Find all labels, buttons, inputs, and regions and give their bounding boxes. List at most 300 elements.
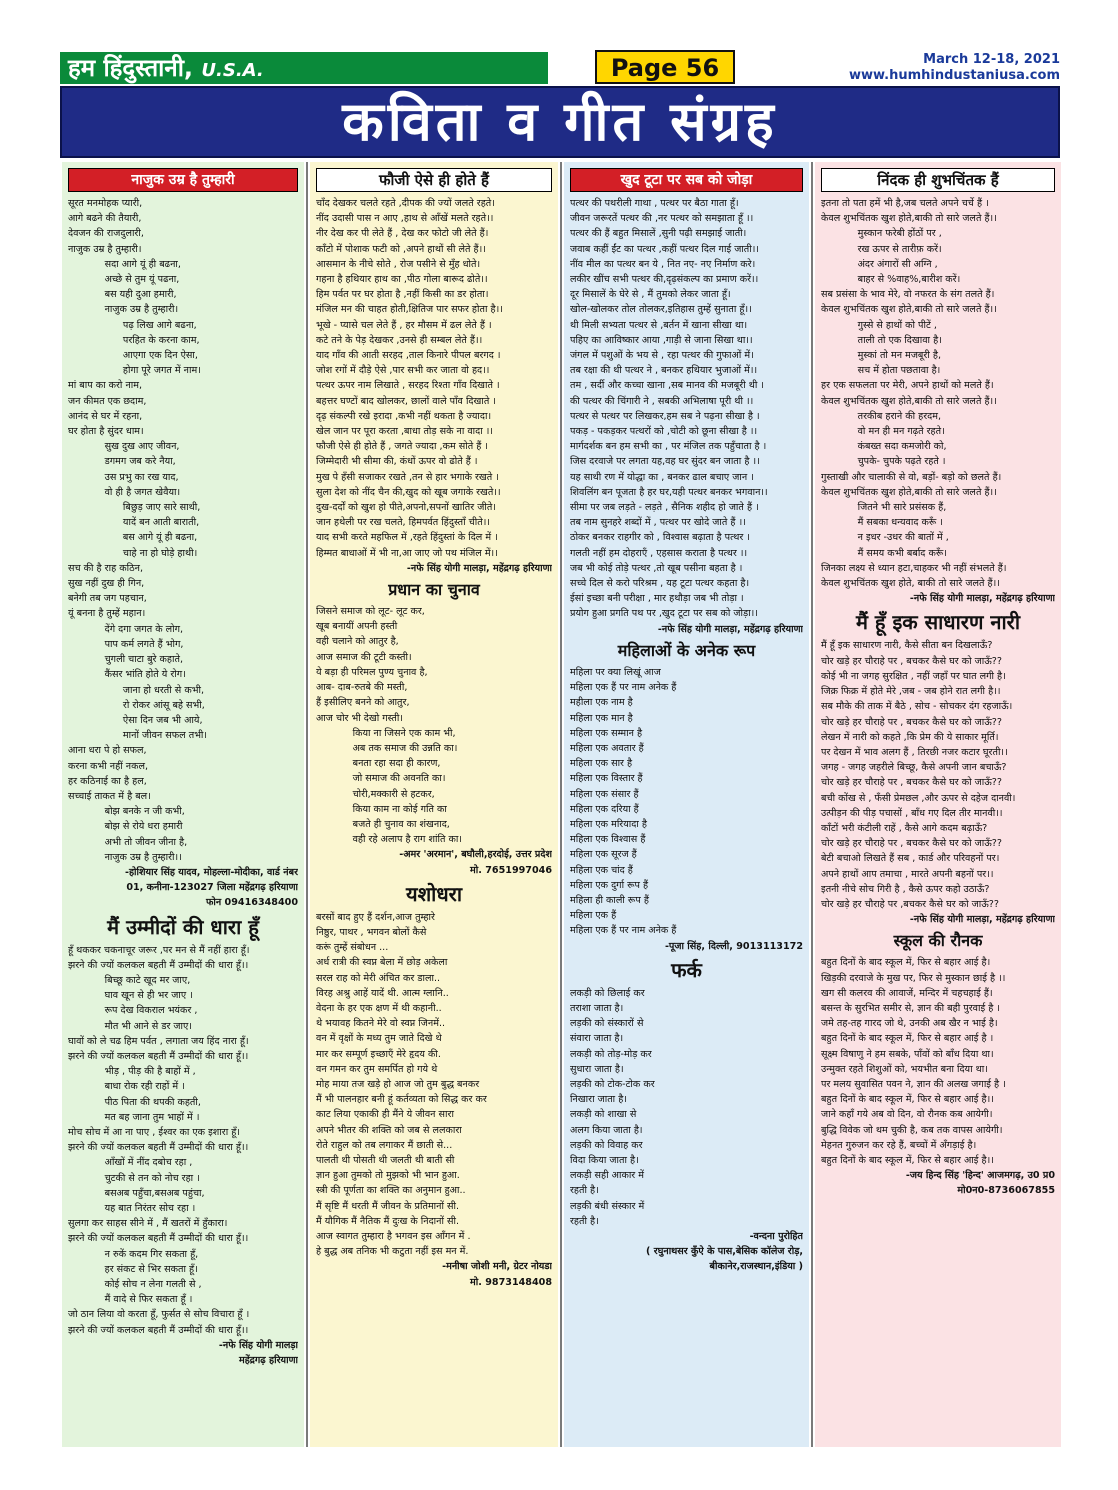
poem-line: अंदर अंगारों सी अग्नि , [821, 258, 938, 270]
poem-line: सूरत मनमोहक प्यारी, [68, 198, 143, 209]
poem-line: लड़की बंधी संस्कार में [570, 1200, 645, 1212]
poem-line: किया काम ना कोई गति का [316, 803, 447, 815]
poem-line: आज समाज की टूटी कस्ती। [316, 651, 412, 663]
poem-line: पत्थर की हैं बहुत मिसालें ,सुनी पढ़ी समझाई जाती। [570, 228, 747, 240]
poem-line: हर एक सफलता पर मेरी, अपने हाथों को मलते हैं। [821, 380, 994, 392]
poem-line: मानों जीवन सफल तभी। [68, 730, 208, 742]
poem-line: बिच्छू काटे खूद मर जाए, [68, 974, 191, 986]
poem-line: बोझ बनके न जी कभी, [68, 806, 185, 818]
poem-line: ये बड़ा ही परिमल पुण्य चुनाव है, [316, 666, 428, 678]
poem-line: मैं भी पालनहार बनी हूं कर्तव्यता को सिद्ध कर कर [316, 1094, 487, 1106]
poem-line: चाहे ना हो घोड़े हाथी। [68, 547, 198, 559]
author-line: फोन 09416348400 [206, 897, 298, 909]
poem-line: निखारा जाता है। [570, 1094, 627, 1106]
poem-line: मैं सृष्टि मैं धरती मैं जीवन के प्रतिमानों सी. [316, 1200, 460, 1212]
poem-line: यूं बनना है तुम्हें महान। [68, 608, 146, 620]
poem-line: लकड़ी को छिलाई कर [570, 987, 645, 999]
poem-line: मोच सोच में आ ना पाए , ईश्वर का एक इशारा हूँ। [68, 1126, 240, 1138]
poem-line: नीर देख कर पी लेते हैं , देख कर फोटो जी लेते हैं। [316, 228, 489, 240]
poem-body [316, 196, 552, 561]
poem-line: थे भयावह कितने मेरे वो स्वप्न जिनमें.. [316, 1018, 446, 1030]
poem-line: सुख दुख आए जीवन, [68, 441, 180, 453]
poem-author [821, 912, 1055, 927]
poem-line: झरने की ज्यों कलकल बहती मैं उम्मीदों की धारा हूँ।। [68, 959, 249, 971]
poem-title: खुद टूटा पर सब को जोड़ा [570, 168, 803, 192]
poem-line: कोई सोच न लेना गलती से , [68, 1279, 202, 1291]
poem-line: वही रहे अलाप है राग शांति का। [316, 834, 462, 846]
poem-line: पर मलय सुवासित पवन ने, ज्ञान की अलख जगाई है । [821, 1078, 1006, 1090]
poem-line: बस आगे यूं ही बढना, [68, 532, 198, 544]
poem-line: लड़की को संस्कारों से [570, 1018, 644, 1030]
poem-author [821, 1168, 1055, 1198]
poem-line: आब- दाब-रुतबे की मस्ती, [316, 682, 408, 694]
poem-line: झरने की ज्यों कलकल बहती मैं उम्मीदों की धारा हूँ।। [68, 1324, 249, 1336]
poem-line: करना कभी नहीं नकल, [68, 760, 148, 772]
poem-line: गुस्से से हाथों को पीटें , [821, 319, 937, 331]
poem-line: महिला एक हैं पर नाम अनेक हैं [570, 682, 677, 694]
poem-line: जवाब कहीं ईंट का पत्थर ,कहीं पत्थर दिल गाई जाती।। [570, 243, 760, 255]
poem-line: बाधा रोक रही राहों में । [68, 1081, 185, 1093]
poem-line: नाजुक उम्र है तुम्हारी। [68, 243, 142, 255]
poem-line: जब भी कोई तोड़े पत्थर ,तो खूब पसीना बहता है । [570, 562, 743, 574]
poem-line: चुपके- चुपके पढ़ते रहते । [821, 456, 946, 468]
column-1 [62, 162, 304, 1447]
poem-line: महिला ही काली रूप हैं [570, 894, 649, 906]
poem-line: अच्छे से तुम यूं पढना, [68, 274, 180, 286]
poem-line: आनंद से घर में रहना, [68, 410, 143, 422]
column-2 [310, 162, 558, 1447]
poem-line: नींद उदासी पास न आए ,हाथ से आँखें मलते रहते।। [316, 213, 494, 225]
poem-line: महिला एक मान है [570, 712, 633, 724]
poem-line: रहती है। [570, 1185, 599, 1197]
poem-line: बहुत दिनों के बाद स्कूल में, फिर से बहार आई है।। [821, 1154, 994, 1166]
poem-line: बसअब पहुँचा,बसअब पहुंचा, [68, 1187, 205, 1199]
poem-line: ज्ञान हुआ तुमको तो मुझको भी भान हुआ. [316, 1170, 460, 1182]
column-divider [306, 162, 308, 1447]
poem-line: उस प्रभु का रख याद, [68, 471, 179, 483]
poem-line: थी मिली सभ्यता पत्थर से ,बर्तन में खाना सीखा था। [570, 319, 748, 331]
column-3 [564, 162, 809, 1447]
poem-line: दूर मिसालें के घेरे से , मैं तुमको लेकर जाता हूँ। [570, 289, 731, 301]
poem-line: आना धरा पे हो सफल, [68, 745, 147, 757]
poem-line: चोर खड़े हर चौराहे पर , बचकर कैसे घर को जाऊँ?? [821, 777, 1002, 789]
poem-line: रख ऊपर से तारीफ़ करें। [821, 243, 942, 255]
poem-line: हिम्मत बाधाओं में भी ना,आ जाए जो पथ मंजिल में।। [316, 547, 498, 559]
poem-line: चुगली चाटा बुरे कहाते, [68, 654, 183, 666]
author-line: -अमर 'अरमान', बघौली,हरदोई, उत्तर प्रदेश [399, 849, 552, 861]
author-line: -नफे सिंह योगी मालड़ा [218, 1339, 298, 1351]
poem-line: मार्गदर्शक बन हम सभी का , पर मंजिल तक पहुँचाता है । [570, 441, 767, 453]
poem-line: बची कोंख से , फँसी प्रेमछल ,और ऊपर से दहेज दानवी। [821, 792, 1016, 804]
brand-name: हम हिंदुस्तानी, [68, 54, 194, 82]
poem-line: अभी तो जीवन जीना है, [68, 836, 188, 848]
poem-line: गहना है हथियार हाथ का ,पीठ गोला बारूद ढोते।। [316, 274, 488, 286]
poem-line: आँखों में नींद दबोच रहा , [68, 1157, 193, 1169]
poem-line: मुख पे हँसी सजाकर रखते ,तन से हार भगाके रखते । [316, 471, 499, 483]
poem-line: कटे तने के पेड़ देखकर ,उनसे ही सम्बल लेते हैं।। [316, 334, 483, 346]
poem-line: झरने की ज्यों कलकल बहती मैं उम्मीदों की धारा हूँ।। [68, 1142, 249, 1154]
poem-line: मार कर सम्पूर्ण इच्छाएँ मेरे हृदय की. [316, 1048, 441, 1060]
poem-line: हर संकट से भिर सकता हूँ। [68, 1263, 198, 1275]
poem-line: सच्चे दिल से करो परिश्रम , यह टूटा पत्थर कहता है। [570, 578, 750, 590]
poem-line: काट लिया एकाकी ही मैंने ये जीवन सारा [316, 1109, 454, 1121]
poem-line: देवजन की राजदुलारी, [68, 228, 144, 240]
poem-line: तब रक्षा की थी पत्थर ने , बनकर हथियार भुजाओं में।। [570, 365, 758, 377]
poem-line: किया ना जिसने एक काम भी, [316, 727, 456, 739]
poem-line: पालती थी पोसती थी जलती थी बाती सी [316, 1154, 455, 1166]
author-line: -होशियार सिंह यादव, मोहल्ला-मोदीका, वार्ड नंबर [124, 866, 298, 878]
poem-line: झरने की ज्यों कलकल बहती मैं उम्मीदों की धारा हूँ।। [68, 1050, 249, 1062]
poem-line: भूखे - प्यासे चल लेते हैं , हर मौसम में ढल लेते हैं । [316, 319, 492, 331]
poem-author [316, 847, 552, 877]
poem-line: जगह - जगह जहरीले बिच्छू, कैसे अपनी जान बचाऊँ? [821, 762, 1007, 774]
poem-body [821, 638, 1055, 912]
poem-line: ऐसा दिन जब भी आये, [68, 714, 203, 726]
poem-line: महिला एक सार है [570, 758, 633, 770]
poem-body [570, 986, 803, 1229]
poem-line: यादें बन आती बाराती, [68, 517, 200, 529]
poem-line: उत्पीड़न की पीड़ पचासों , बाँध गए दिल तीर मानवी।। [821, 807, 1003, 819]
poem-line: लकड़ी को तोड़-मोड़ कर [570, 1048, 652, 1060]
poem-line: जितने भी सारे प्रसंसक हैं, [821, 502, 947, 514]
poem-line: मैं हूँ इक साधारण नारी, कैसे सीता बन दिखलाऊँ? [821, 640, 993, 652]
poem-line: मैं सबका धन्यवाद करूँ । [821, 517, 944, 529]
poem-line: जिनका लक्ष्य से ध्यान हटा,चाहकर भी नहीं संभलते हैं। [821, 562, 1007, 574]
poem-line: सरल राह को मेरी अंचित कर डाला.. [316, 972, 441, 984]
poem-line: केवल शुभचिंतक खुश होते,बाकी तो सारे जलते हैं।। [821, 304, 997, 316]
column-divider [560, 162, 562, 1447]
issue-info [849, 52, 1060, 84]
poem-line: पाप कर्म लगते हैं भोग, [68, 638, 184, 650]
brand-suffix: U.S.A. [201, 60, 264, 81]
poem-title: यशोधरा [405, 881, 463, 906]
poem-body [68, 196, 298, 865]
poem-line: बिछुड़ जाए सारे साथी, [68, 502, 201, 514]
poem-title: प्रधान का चुनाव [388, 580, 480, 600]
poem-line: तम , सर्दी और कच्चा खाना ,सब मानव की मजबूरी थी । [570, 380, 765, 392]
poem-line: महिला पर क्या लिखूं आज [570, 666, 661, 678]
poem-line: मंजिल मन की चाहत होती,क्षितिज पार सफर होता है।। [316, 304, 503, 316]
poem-line: रहती है। [570, 1215, 599, 1227]
poem-line: आज स्वागत तुम्हारा है भगवन इस आँगन में . [316, 1231, 471, 1242]
poem-line: महिला एक सम्मान है [570, 727, 643, 739]
poem-line: मेहनत गुरुजन कर रहे हैं, बच्चों में अँगड़ाई है। [821, 1139, 977, 1151]
poem-line: चोर खड़े हर चौराहे पर ,बचकर कैसे घर को जाऊँ?? [821, 898, 999, 910]
poem-line: लकीर खींच सभी पत्थर की,दृढ़संकल्प का प्रमाण करें।। [570, 274, 759, 286]
poem-line: यह बात निरंतर सोच रहा । [68, 1203, 196, 1214]
poem-body [570, 196, 803, 622]
poem-line: बाहर से %वाह%,बारीश करें। [821, 274, 961, 286]
masthead [60, 50, 1060, 86]
poem-line: ताली तो एक दिखावा है। [821, 334, 942, 346]
poem-line: भीड़ , पीड़ की है बाहों में , [68, 1066, 196, 1078]
poem-line: गलती नहीं हम दोहराएँ , एहसास कराता है पत्थर ।। [570, 547, 748, 559]
poem-line: आगे बढने की तैयारी, [68, 213, 142, 225]
poem-line: चोर खड़े हर चौराहे पर , बचकर कैसे घर को जाऊँ?? [821, 716, 1002, 728]
poem-line: तब नाम सुनहरे शब्दों में , पत्थर पर खोदे जाते हैं ।। [570, 517, 746, 529]
poem-line: बोझ से रोये धरा हमारी [68, 821, 183, 833]
website-link[interactable]: www.humhindustaniusa.com [848, 68, 1060, 83]
poem-line: वेदना के हर एक क्षण में थी कहानी.. [316, 1002, 442, 1014]
author-line: महेंद्रगढ़ हरियाणा [238, 1355, 298, 1367]
poem-body [68, 943, 298, 1338]
poem-body [316, 604, 552, 847]
poem-line: की पत्थर की चिंगारी ने , सबकी अभिलाषा पूरी थी ।। [570, 395, 754, 407]
poem-line: अपने हाथों आप तमाचा , मारते अपनी बहनों पर।। [821, 868, 994, 880]
poem-line: अलग किया जाता है। [570, 1124, 643, 1136]
poem-line: सब मौके की ताक में बैठे , सोच - सोचकर दंग रहजाऊँ। [821, 701, 1013, 713]
poem-line: अब तक समाज की उन्नति का। [316, 742, 458, 754]
poem-line: यह साथी रण में योद्धा का , बनकर ढाल बचाए जान । [570, 471, 754, 483]
poem-line: डगमग जब करे नैया, [68, 456, 176, 468]
poem-title: फर्क [671, 957, 702, 982]
poem-line: मुस्कान फरेबी होंठों पर , [821, 228, 942, 240]
poem-author [316, 1259, 552, 1289]
poem-line: बहुत दिनों के बाद स्कूल में, फिर से बहार आई है।। [821, 1094, 994, 1106]
poem-title: निंदक ही शुभचिंतक हैं [821, 168, 1055, 192]
poem-line: मैं समय कभी बर्बाद करूँ। [821, 547, 947, 559]
poem-line: पर देखन में भाव अलग हैं , तिरछी नजर कटार घूरती।। [821, 746, 1008, 758]
poem-line: निष्ठुर, पाथर , भगवन बोलों कैसे [316, 926, 427, 938]
poem-line: महिला एक विस्तार हैं [570, 773, 643, 785]
poem-line: करूं तुम्हें संबोधन ... [316, 942, 389, 954]
poem-line: बेटी बचाओ लिखते हैं सब , कार्ड और परिवहनों पर। [821, 853, 1000, 865]
poem-line: महिला एक विश्वास हैं [570, 834, 646, 846]
newspaper-brand [60, 52, 548, 84]
poem-line: महिला एक हैं [570, 910, 617, 922]
poem-author [316, 561, 552, 576]
poem-line: मौत भी आने से डर जाए। [68, 1020, 192, 1032]
poem-line: मैं वादे से फिर सकता हूँ । [68, 1294, 193, 1306]
poem-line: पत्थर ऊपर नाम लिखाते , सरहद रिश्ता गाँव दिखाते । [316, 380, 500, 392]
poem-line: जोश रगों में दौड़े ऐसे ,पार सभी कर जाता वो हद।। [316, 365, 490, 377]
poem-line: बनता रहा सदा ही कारण, [316, 758, 441, 770]
poem-line: आज चोर भी देखो गस्ती। [316, 712, 404, 724]
page-number: Page 56 [595, 50, 735, 84]
poem-line: पकड़ - पकड़कर पत्थरों को ,चोटी को छूना सीखा है ।। [570, 426, 758, 438]
poem-line: जो ठान लिया वो करता हूँ, फुर्सत से सोच विचारा हूँ । [68, 1309, 250, 1321]
poem-body [570, 665, 803, 939]
poem-line: पढ़ लिख आगे बढना, [68, 319, 197, 331]
poem-line: अर्ध रात्री की स्वप्न बेला में छोड़ अकेला [316, 957, 448, 969]
author-line: ( रघुनाथसर कुँऐ के पास,बेसिक कॉलेज रोड़, [646, 1246, 803, 1258]
author-line: मो0न0-8736067855 [957, 1185, 1055, 1197]
poem-line: चोर खड़े हर चौराहे पर , बचकर कैसे घर को जाऊँ?? [821, 838, 1002, 850]
poem-line: सच में होता पछतावा है। [821, 365, 941, 377]
poem-line: उन्मुक्त रहते शिशुओं को, भयभीत बना दिया था। [821, 1063, 988, 1075]
poem-line: याद सभी करते महफिल में ,रहते हिंदुस्तां के दिल में । [316, 532, 498, 544]
poem-line: खिड़की दरवाजे के मुख पर, फिर से मुस्कान छाई है ।। [821, 972, 1006, 984]
poem-line: सूक्ष्म विषाणु ने हम सबके, पाँवों को बाँध दिया था। [821, 1048, 994, 1060]
poem-line: दुख-दर्दों को खुश हो पीते,अपनो,सपनों खातिर जीते। [316, 502, 496, 514]
poem-line: स्त्री की पूर्णता का शक्ति का अनुमान हुआ.. [316, 1185, 466, 1197]
poem-line: हैं इसीलिए बनने को आतुर, [316, 697, 410, 709]
poem-line: वो ही है जगत खेवैया। [68, 486, 181, 498]
poem-line: खोल-खोलकर तोल तोलकर,इतिहास तुम्हें सुनाता हूँ।। [570, 304, 752, 316]
poem-line: लड़की को विवाह कर [570, 1139, 643, 1151]
poem-title: नाजुक उम्र है तुम्हारी [68, 168, 298, 192]
poem-line: नाजुक उम्र है तुम्हारी।। [68, 851, 182, 863]
poem-line: इतना तो पता हमें भी है,जब चलते अपने चर्चे हैं । [821, 198, 989, 209]
poem-line: चाँद देखकर चलते रहते ,दीपक की ज्यों जलते रहते। [316, 198, 495, 209]
poem-line: फौजी ऐसे ही होते हैं , जगते ज्यादा ,कम सोते हैं । [316, 441, 489, 453]
poem-line: महिला एक अवतार हैं [570, 742, 644, 754]
poem-line: लकड़ी को शाखा से [570, 1109, 637, 1121]
poem-line: हे बुद्ध अब तनिक भी कटुता नहीं इस मन में. [316, 1246, 469, 1258]
poem-author [68, 1338, 298, 1368]
poem-line: हिम पर्वत पर घर होता है ,नहीं किसी का डर होता। [316, 289, 489, 301]
poem-line: खेल जान पर पूरा करता ,बाधा तोड़ सके ना वादा ।। [316, 426, 494, 438]
poem-line: न इधर -उधर की बातों में , [821, 532, 949, 544]
poem-line: चोर खड़े हर चौराहे पर , बचकर कैसे घर को जाऊँ?? [821, 655, 1002, 667]
poem-line: बस यही दुआ हमारी, [68, 289, 177, 301]
poem-line: जिम्मेदारी भी सीमा की, कंधों ऊपर वो ढोते हैं । [316, 456, 478, 468]
poem-line: रूप देख विकराल भयंकर , [68, 1005, 198, 1017]
poem-line: पत्थर की पथरीली गाथा , पत्थर पर बैठा गाता हूँ। [570, 198, 739, 209]
poem-line: घर होता है सुंदर धाम। [68, 426, 144, 438]
poem-line: मैं यौगिक मैं नैतिक मैं दुःख के निदानों सी. [316, 1215, 460, 1227]
poem-line: सुला देश को नींद चैन की,खुद को खूब जगाके रखते।। [316, 486, 501, 498]
author-line: -नफे सिंह योगी मालड़ा, महेंद्रगढ़ हरियाणा [406, 562, 552, 574]
poem-line: तरकीब हराने की हरदम, [821, 410, 942, 422]
poem-line: कोई भी ना जगह सुरक्षित , नहीं जहाँ पर घात लगी है। [821, 670, 1006, 682]
poem-author [821, 591, 1055, 606]
poem-line: दृढ़ संकल्पी रखे इरादा ,कभी नहीं थकता है ज्यादा। [316, 410, 492, 422]
poem-line: जंगल में पशुओं के भय से , रहा पत्थर की गुफाओं में। [570, 350, 754, 362]
poem-line: सदा आगे यूं ही बढना, [68, 258, 181, 270]
poem-body [316, 910, 552, 1260]
poem-line: काँटों भरी कंटीली राहें , कैसे आगे कदम बढ़ाऊँ? [821, 822, 988, 834]
poem-line: सच की है राह कठिन, [68, 562, 144, 574]
poem-line: वन गमन कर तुम समर्पित हो गये थे [316, 1063, 438, 1075]
poem-line: बुद्धि विवेक जो थम चुकी है, कब तक वापस आयेगी। [821, 1124, 1003, 1136]
poem-line: हूँ थककर चकनाचूर जरूर ,पर मन से मैं नहीं हारा हूँ। [68, 944, 250, 956]
poem-line: तराशा जाता है। [570, 1002, 624, 1014]
poem-line: बसन्त के सुरभित समीर से, ज्ञान की बही पुरवाई है । [821, 1002, 1001, 1014]
poem-line: झरने की ज्यों कलकल बहती मैं उम्मीदों की धारा हूँ।। [68, 1233, 249, 1245]
poem-line: वो मन ही मन गढ़ते रहते। [821, 426, 945, 438]
poem-line: गुस्ताखी और चालाकी से वो, बड़ों- बड़ो को छलते हैं। [821, 471, 1002, 483]
poem-line: रोते राहुल को तब लगाकर मैं छाती से... [316, 1139, 453, 1151]
poem-line: बहुत दिनों के बाद स्कूल में, फिर से बहार आई है। [821, 957, 991, 969]
poem-author [570, 1229, 803, 1275]
author-line: बीकानेर,राजस्थान,इंडिया ) [709, 1261, 803, 1273]
author-line: मो. 7651997046 [470, 864, 552, 876]
poem-line: महीला एक नाम है [570, 697, 633, 709]
poem-line: जाना हो धरती से कभी, [68, 684, 204, 696]
poem-line: मुस्कां तो मन मजबूरी है, [821, 350, 942, 362]
poem-line: मत बह जाना तुम भाहों में । [68, 1111, 200, 1123]
poem-line: महिला एक हैं पर नाम अनेक हैं [570, 925, 677, 937]
poem-line: हर कठिनाई का है हल, [68, 775, 147, 787]
poem-line: बजते ही चुनाव का शंखनाद, [316, 818, 450, 830]
poem-line: पत्थर से पत्थर पर लिखकर,हम सब ने पढ़ना सीखा है । [570, 410, 760, 422]
poem-line: केवल शुभचिंतक खुश होते,बाकी तो सारे जलते हैं।। [821, 395, 997, 407]
author-line: -पूजा सिंह, दिल्ली, 9013113172 [664, 940, 803, 952]
author-line: -नफे सिंह योगी मालड़ा, महेंद्रगढ़ हरियाणा [909, 593, 1055, 605]
poem-line: महिला एक दरिया हैं [570, 803, 639, 815]
poem-line: जन कीमत एक छदाम, [68, 395, 147, 407]
poem-line: खग सी कलरव की आवाजें, मन्दिर में चहचहाई हैं। [821, 987, 993, 999]
poem-line: चोरी,मक्कारी से हटकर, [316, 788, 435, 800]
column-4 [815, 162, 1061, 1447]
author-line: 01, कनीना-123027 जिला महेंद्रगढ़ हरियाणा [126, 882, 298, 894]
poem-line: जिक्र फिक्र में होते मेरे ,जब - जब होने रात लगी है।। [821, 686, 1001, 698]
poem-line: जिसने समाज को लूट- लूट कर, [316, 606, 425, 618]
poem-author [570, 622, 803, 637]
poem-line: रो रोकर आंसू बहे सभी, [68, 699, 205, 711]
poem-line: वन में वृक्षों के मध्य तुम जाते दिखे थे [316, 1033, 442, 1045]
poem-line: महिला एक मरियादा है [570, 818, 647, 830]
poem-line: शिवलिंग बन पूजता है हर घर,यही पत्थर बनकर भगवान।। [570, 486, 768, 498]
poem-line: महिला एक चांद हैं [570, 864, 633, 876]
poem-line: बनेगी तब जग पहचान, [68, 593, 147, 605]
poem-line: केवल शुभचिंतक खुश होते,बाकी तो सारे जलते हैं।। [821, 486, 997, 498]
poem-line: लड़की को टोक-टोक कर [570, 1078, 655, 1090]
poem-line: महिला एक दुर्गा रूप हैं [570, 879, 649, 891]
poem-line: संवारा जाता है। [570, 1033, 624, 1045]
poem-title: महिलाओं के अनेक रूप [617, 640, 756, 660]
poem-line: खूब बनायीं अपनी हस्ती [316, 621, 398, 633]
poem-line: मोह माया तज खड़े हो आज जो तुम बुद्ध बनकर [316, 1078, 480, 1090]
section-banner: कविता व गीत संग्रह [60, 86, 1060, 158]
poem-line: बहत्तर घण्टों बाद खोलकर, छालों वाले पाँव दिखाते । [316, 395, 497, 407]
poem-line: लेखन में नारी को कहते ,कि प्रेम की ये साकार मूर्ति। [821, 731, 999, 743]
poem-line: बहुत दिनों के बाद स्कूल में, फिर से बहार आई है । [821, 1033, 994, 1045]
poem-line: अपने भीतर की शक्ति को जब से ललकारा [316, 1124, 462, 1136]
poem-line: घाव खून से ही भर जाए । [68, 990, 193, 1002]
poem-line: होगा पूरे जगत में नाम। [68, 365, 201, 377]
author-line: -जय हिन्द सिंह 'हिन्द' आजमगढ़, उ0 प्र0 [905, 1170, 1055, 1182]
poem-line: जाने कहाँ गये अब वो दिन, वो रौनक कब आयेगी। [821, 1109, 993, 1121]
poem-line: सब प्रसंसा के भाव मेरे, वो नफरत के संग तलते हैं। [821, 289, 995, 301]
poem-line: न रुकें कदम गिर सकता हूँ, [68, 1248, 199, 1260]
poem-line: नींव मील का पत्थर बन ये , नित नए- नए निर्माण करे। [570, 258, 756, 270]
poem-line: महिला एक सूरज हैं [570, 849, 637, 861]
author-line: -नफे सिंह योगी मालड़ा, महेंद्रगढ़ हरियाणा [909, 914, 1055, 926]
issue-date: March 12-18, 2021 [923, 52, 1060, 67]
poem-line: पीठ पिता की थपकी कहती, [68, 1096, 201, 1108]
poem-line: आएगा एक दिन ऐसा, [68, 350, 198, 362]
author-line: मो. 9873148408 [470, 1276, 552, 1288]
poem-line: सुलगा कर साहस सीने में , मैं खतरों में हुँकारा। [68, 1218, 228, 1230]
poem-line: इतनी नीचे सोच गिरी है , कैसे ऊपर कहो उठाऊँ? [821, 883, 990, 895]
poem-line: विदा किया जाता है। [570, 1154, 639, 1166]
poem-author [68, 865, 298, 911]
poem-line: नाजुक उम्र है तुम्हारी। [68, 304, 179, 316]
poem-line: महिला एक संसार हैं [570, 788, 639, 800]
poem-line: घावों को ले चढ हिम पर्वत , लगाता जय हिंद नारा हूँ। [68, 1035, 249, 1047]
author-line: -मनीषा जोशी मनी, ग्रेटर नोयडा [442, 1261, 552, 1273]
poem-title: स्कूल की रौनक [893, 931, 983, 951]
poem-line: ईसां इच्छा बनी परीक्षा , मार हथौड़ा जब भी तोड़ा । [570, 593, 744, 605]
poem-line: बरसों बाद हुए हैं दर्शन,आज तुम्हारे [316, 911, 435, 923]
poem-body [821, 196, 1055, 591]
poem-line: सीमा पर जब लड़ते - लड़ते , सैनिक शहीद हो जाते हैं । [570, 502, 759, 514]
poem-line: कंबख्त सदा कमजोरी को, [821, 441, 947, 453]
poem-author [570, 939, 803, 954]
poem-line: चुटकी से तन को नोच रहा । [68, 1172, 200, 1184]
poem-line: मां बाप का करो नाम, [68, 380, 143, 392]
poem-line: प्रयोग हुआ प्रगति पथ पर ,खुद टूटा पर सब को जोड़ा।। [570, 608, 758, 620]
poem-line: केवल शुभचिंतक खुश होते, बाकी तो सारे जलते हैं।। [821, 578, 1000, 590]
poem-title: मैं उम्मीदों की धारा हूँ [107, 914, 259, 939]
poem-title: फौजी ऐसे ही होते हैं [316, 168, 552, 192]
poem-line: जीवन जरूरतें पत्थर की ,नर पत्थर को समझाता हूँ ।। [570, 213, 754, 225]
poem-line: काँटो में पोशाक फटी को ,अपने हाथों सी लेते हैं।। [316, 243, 486, 255]
poem-line: याद गाँव की आती सरहद ,ताल किनारे पीपल बरगद । [316, 350, 501, 362]
poem-line: सच्चाई ताकत में है बल। [68, 790, 151, 802]
